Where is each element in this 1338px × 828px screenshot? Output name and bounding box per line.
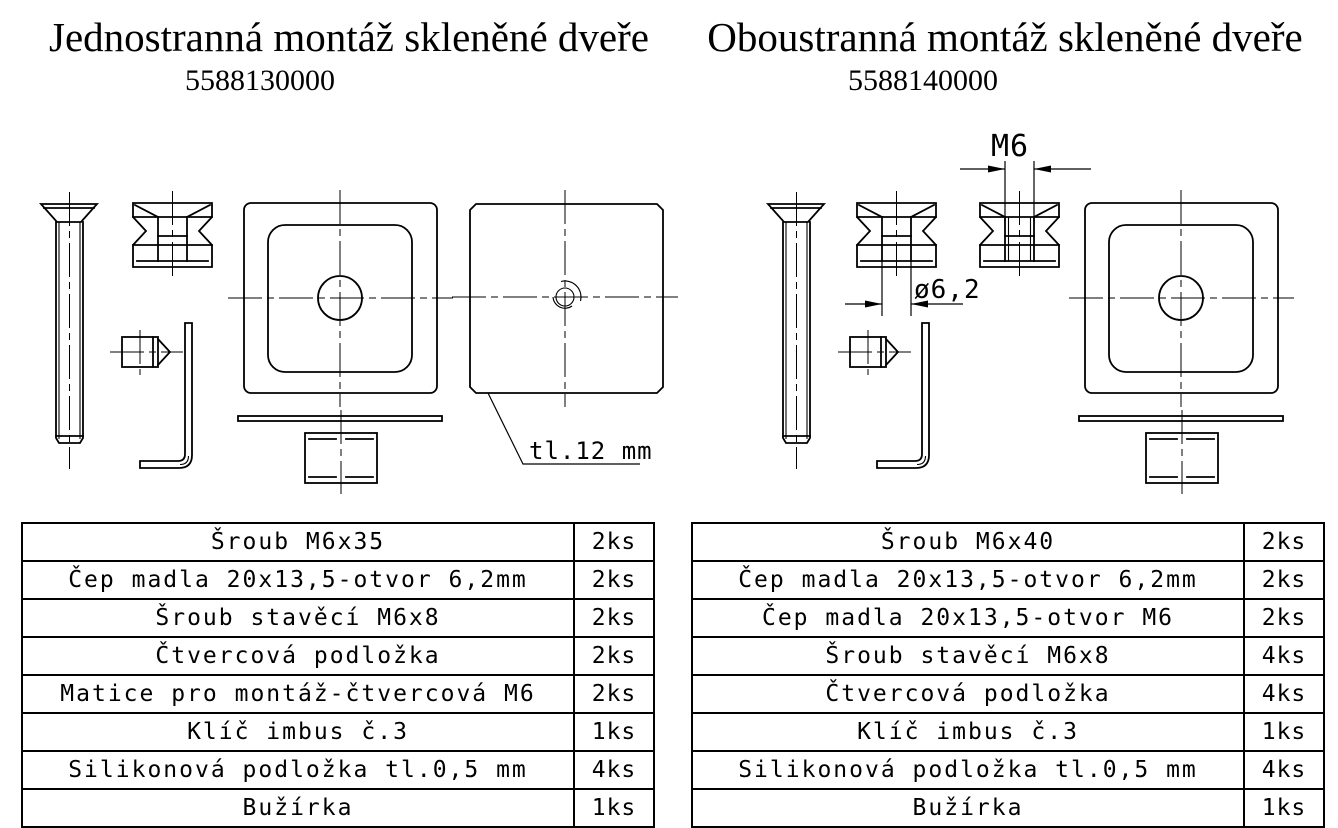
table-row [22,599,654,637]
part-name-cell: Klíč imbus č.3 [692,713,1244,751]
right-panel-code: 5588140000 [848,64,998,97]
table-row [22,561,654,599]
left-panel-title: Jednostranná montáž skleněné dveře [49,14,649,60]
part-qty-cell: 4ks [1244,751,1324,789]
part-name-cell: Silikonová podložka tl.0,5 mm [22,751,574,789]
right-parts-table [691,522,1325,828]
part-qty-cell: 1ks [574,789,654,827]
set-screw-drawing [110,330,183,375]
table-row [692,675,1324,713]
square-washer-front-drawing [228,190,453,407]
table-row [692,599,1324,637]
left-parts-table [21,522,655,828]
part-name-cell: Čep madla 20x13,5-otvor 6,2mm [692,561,1244,599]
table-row [692,751,1324,789]
thread-size-label: M6 [991,129,1030,164]
table-row [692,713,1324,751]
square-nut-drawing [1146,410,1218,494]
thickness-callout [488,393,653,465]
part-qty-cell: 1ks [574,713,654,751]
table-row [692,789,1324,827]
table-row [22,675,654,713]
part-name-cell: Matice pro montáž-čtvercová M6 [22,675,574,713]
part-qty-cell: 2ks [574,675,654,713]
part-name-cell: Šroub M6x35 [22,523,574,561]
table-row [22,751,654,789]
handle-pin-drawing [133,191,212,279]
part-name-cell: Čep madla 20x13,5-otvor M6 [692,599,1244,637]
part-qty-cell: 2ks [574,599,654,637]
thickness-label: tl.12 mm [529,437,653,465]
threaded-plate-drawing [452,190,678,407]
square-nut-drawing [305,410,377,494]
left-drawing-group [41,190,678,494]
hole-diameter-dimension [845,261,981,316]
table-row [22,637,654,675]
handle-pin-drawing [857,191,936,279]
part-name-cell: Šroub stavěcí M6x8 [692,637,1244,675]
part-qty-cell: 2ks [574,523,654,561]
part-name-cell: Klíč imbus č.3 [22,713,574,751]
part-name-cell: Silikonová podložka tl.0,5 mm [692,751,1244,789]
threaded-handle-pin-drawing [980,191,1059,279]
washer-side-drawing [1079,416,1283,421]
right-drawing-group [768,129,1294,494]
part-qty-cell: 4ks [574,751,654,789]
part-qty-cell: 2ks [1244,561,1324,599]
part-name-cell: Šroub stavěcí M6x8 [22,599,574,637]
part-qty-cell: 2ks [1244,599,1324,637]
table-row [692,637,1324,675]
washer-side-drawing [238,416,442,421]
table-row [692,561,1324,599]
part-qty-cell: 1ks [1244,713,1324,751]
hole-diameter-label: ø6,2 [914,275,981,305]
part-name-cell: Čep madla 20x13,5-otvor 6,2mm [22,561,574,599]
part-name-cell: Čtvercová podložka [692,675,1244,713]
part-name-cell: Šroub M6x40 [692,523,1244,561]
allen-key-drawing [140,323,192,468]
part-name-cell: Bužírka [22,789,574,827]
left-panel-code: 5588130000 [185,64,335,97]
part-qty-cell: 1ks [1244,789,1324,827]
part-name-cell: Čtvercová podložka [22,637,574,675]
square-washer-front-drawing [1069,190,1294,407]
part-qty-cell: 2ks [1244,523,1324,561]
part-name-cell: Bužírka [692,789,1244,827]
right-panel-title: Oboustranná montáž skleněné dveře [707,14,1303,60]
table-row [22,523,654,561]
table-row [692,523,1324,561]
part-qty-cell: 2ks [574,637,654,675]
part-qty-cell: 4ks [1244,637,1324,675]
countersunk-screw-drawing [41,192,97,469]
part-qty-cell: 4ks [1244,675,1324,713]
table-row [22,789,654,827]
allen-key-drawing [877,323,929,468]
countersunk-screw-drawing [768,192,824,469]
part-qty-cell: 2ks [574,561,654,599]
set-screw-drawing [838,330,911,375]
table-row [22,713,654,751]
